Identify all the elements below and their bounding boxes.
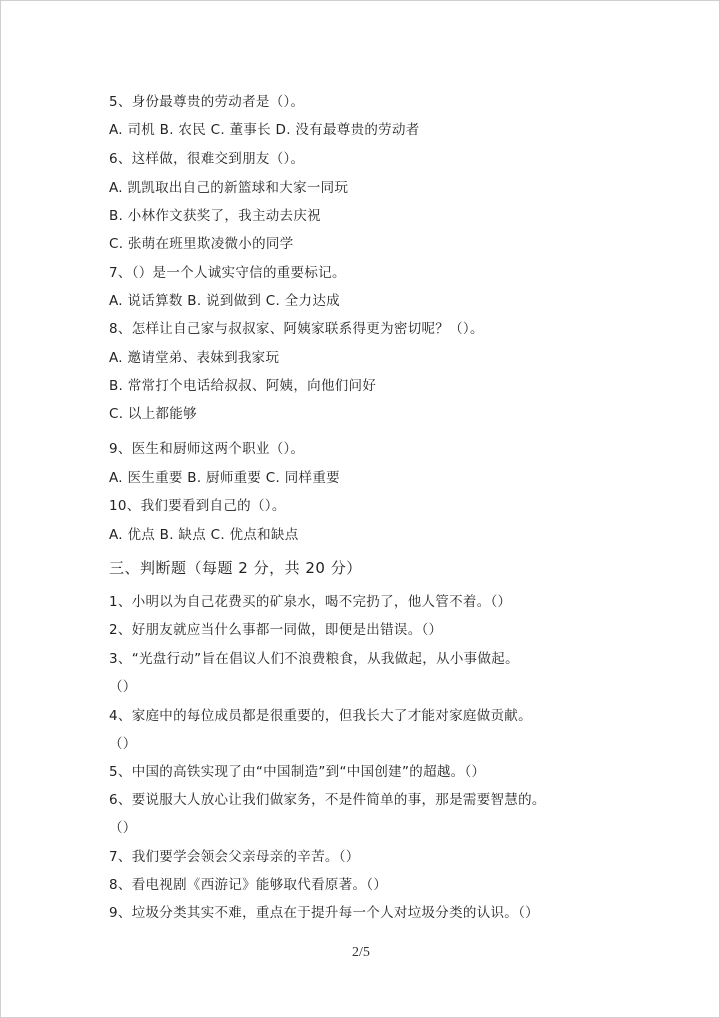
page-number: 2/5 <box>352 945 370 960</box>
judgement-1: 1、小明以为自己花费买的矿泉水，喝不完扔了，他人管不着。（） <box>109 594 512 610</box>
question-8-option-c: C. 以上都能够 <box>109 406 197 422</box>
question-8-option-a: A. 邀请堂弟、表妹到我家玩 <box>109 350 280 366</box>
question-7: 7、（）是一个人诚实守信的重要标记。 <box>109 265 346 281</box>
judgement-2: 2、好朋友就应当什么事都一同做，即便是出错误。（） <box>109 622 443 638</box>
question-8-option-b: B. 常常打个电话给叔叔、阿姨，向他们问好 <box>109 378 377 394</box>
question-5: 5、身份最尊贵的劳动者是（）。 <box>109 94 305 110</box>
judgement-9: 9、垃圾分类其实不难，重点在于提升每一个人对垃圾分类的认识。（） <box>109 905 539 921</box>
judgement-4-answer: （） <box>109 736 137 752</box>
judgement-7: 7、我们要学会领会父亲母亲的辛苦。（） <box>109 849 360 865</box>
judgement-3-answer: （） <box>109 679 137 695</box>
judgement-6: 6、要说服大人放心让我们做家务，不是件简单的事，那是需要智慧的。 <box>109 792 546 808</box>
question-6: 6、这样做，很难交到朋友（）。 <box>109 151 305 167</box>
question-6-option-a: A. 凯凯取出自己的新篮球和大家一同玩 <box>109 180 349 196</box>
question-8: 8、怎样让自己家与叔叔家、阿姨家联系得更为密切呢？（）。 <box>109 321 484 337</box>
judgement-3: 3、“光盘行动”旨在倡议人们不浪费粮食，从我做起，从小事做起。 <box>109 651 519 667</box>
judgement-6-answer: （） <box>109 820 137 836</box>
judgement-5: 5、中国的高铁实现了由“中国制造”到“中国创建”的超越。（） <box>109 764 486 780</box>
question-6-option-c: C. 张萌在班里欺凌微小的同学 <box>109 236 294 252</box>
question-7-options: A. 说话算数 B. 说到做到 C. 全力达成 <box>109 293 340 309</box>
section-heading: 三、判断题（每题 2 分，共 20 分） <box>109 559 362 577</box>
question-10-options: A. 优点 B. 缺点 C. 优点和缺点 <box>109 527 299 543</box>
question-5-options: A. 司机 B. 农民 C. 董事长 D. 没有最尊贵的劳动者 <box>109 122 420 138</box>
question-9: 9、医生和厨师这两个职业（）。 <box>109 441 305 457</box>
question-10: 10、我们要看到自己的（）。 <box>109 498 286 514</box>
question-9-options: A. 医生重要 B. 厨师重要 C. 同样重要 <box>109 470 340 486</box>
judgement-8: 8、看电视剧《西游记》能够取代看原著。（） <box>109 877 388 893</box>
question-6-option-b: B. 小林作文获奖了，我主动去庆祝 <box>109 208 321 224</box>
judgement-4: 4、家庭中的每位成员都是很重要的，但我长大了才能对家庭做贡献。 <box>109 708 532 724</box>
